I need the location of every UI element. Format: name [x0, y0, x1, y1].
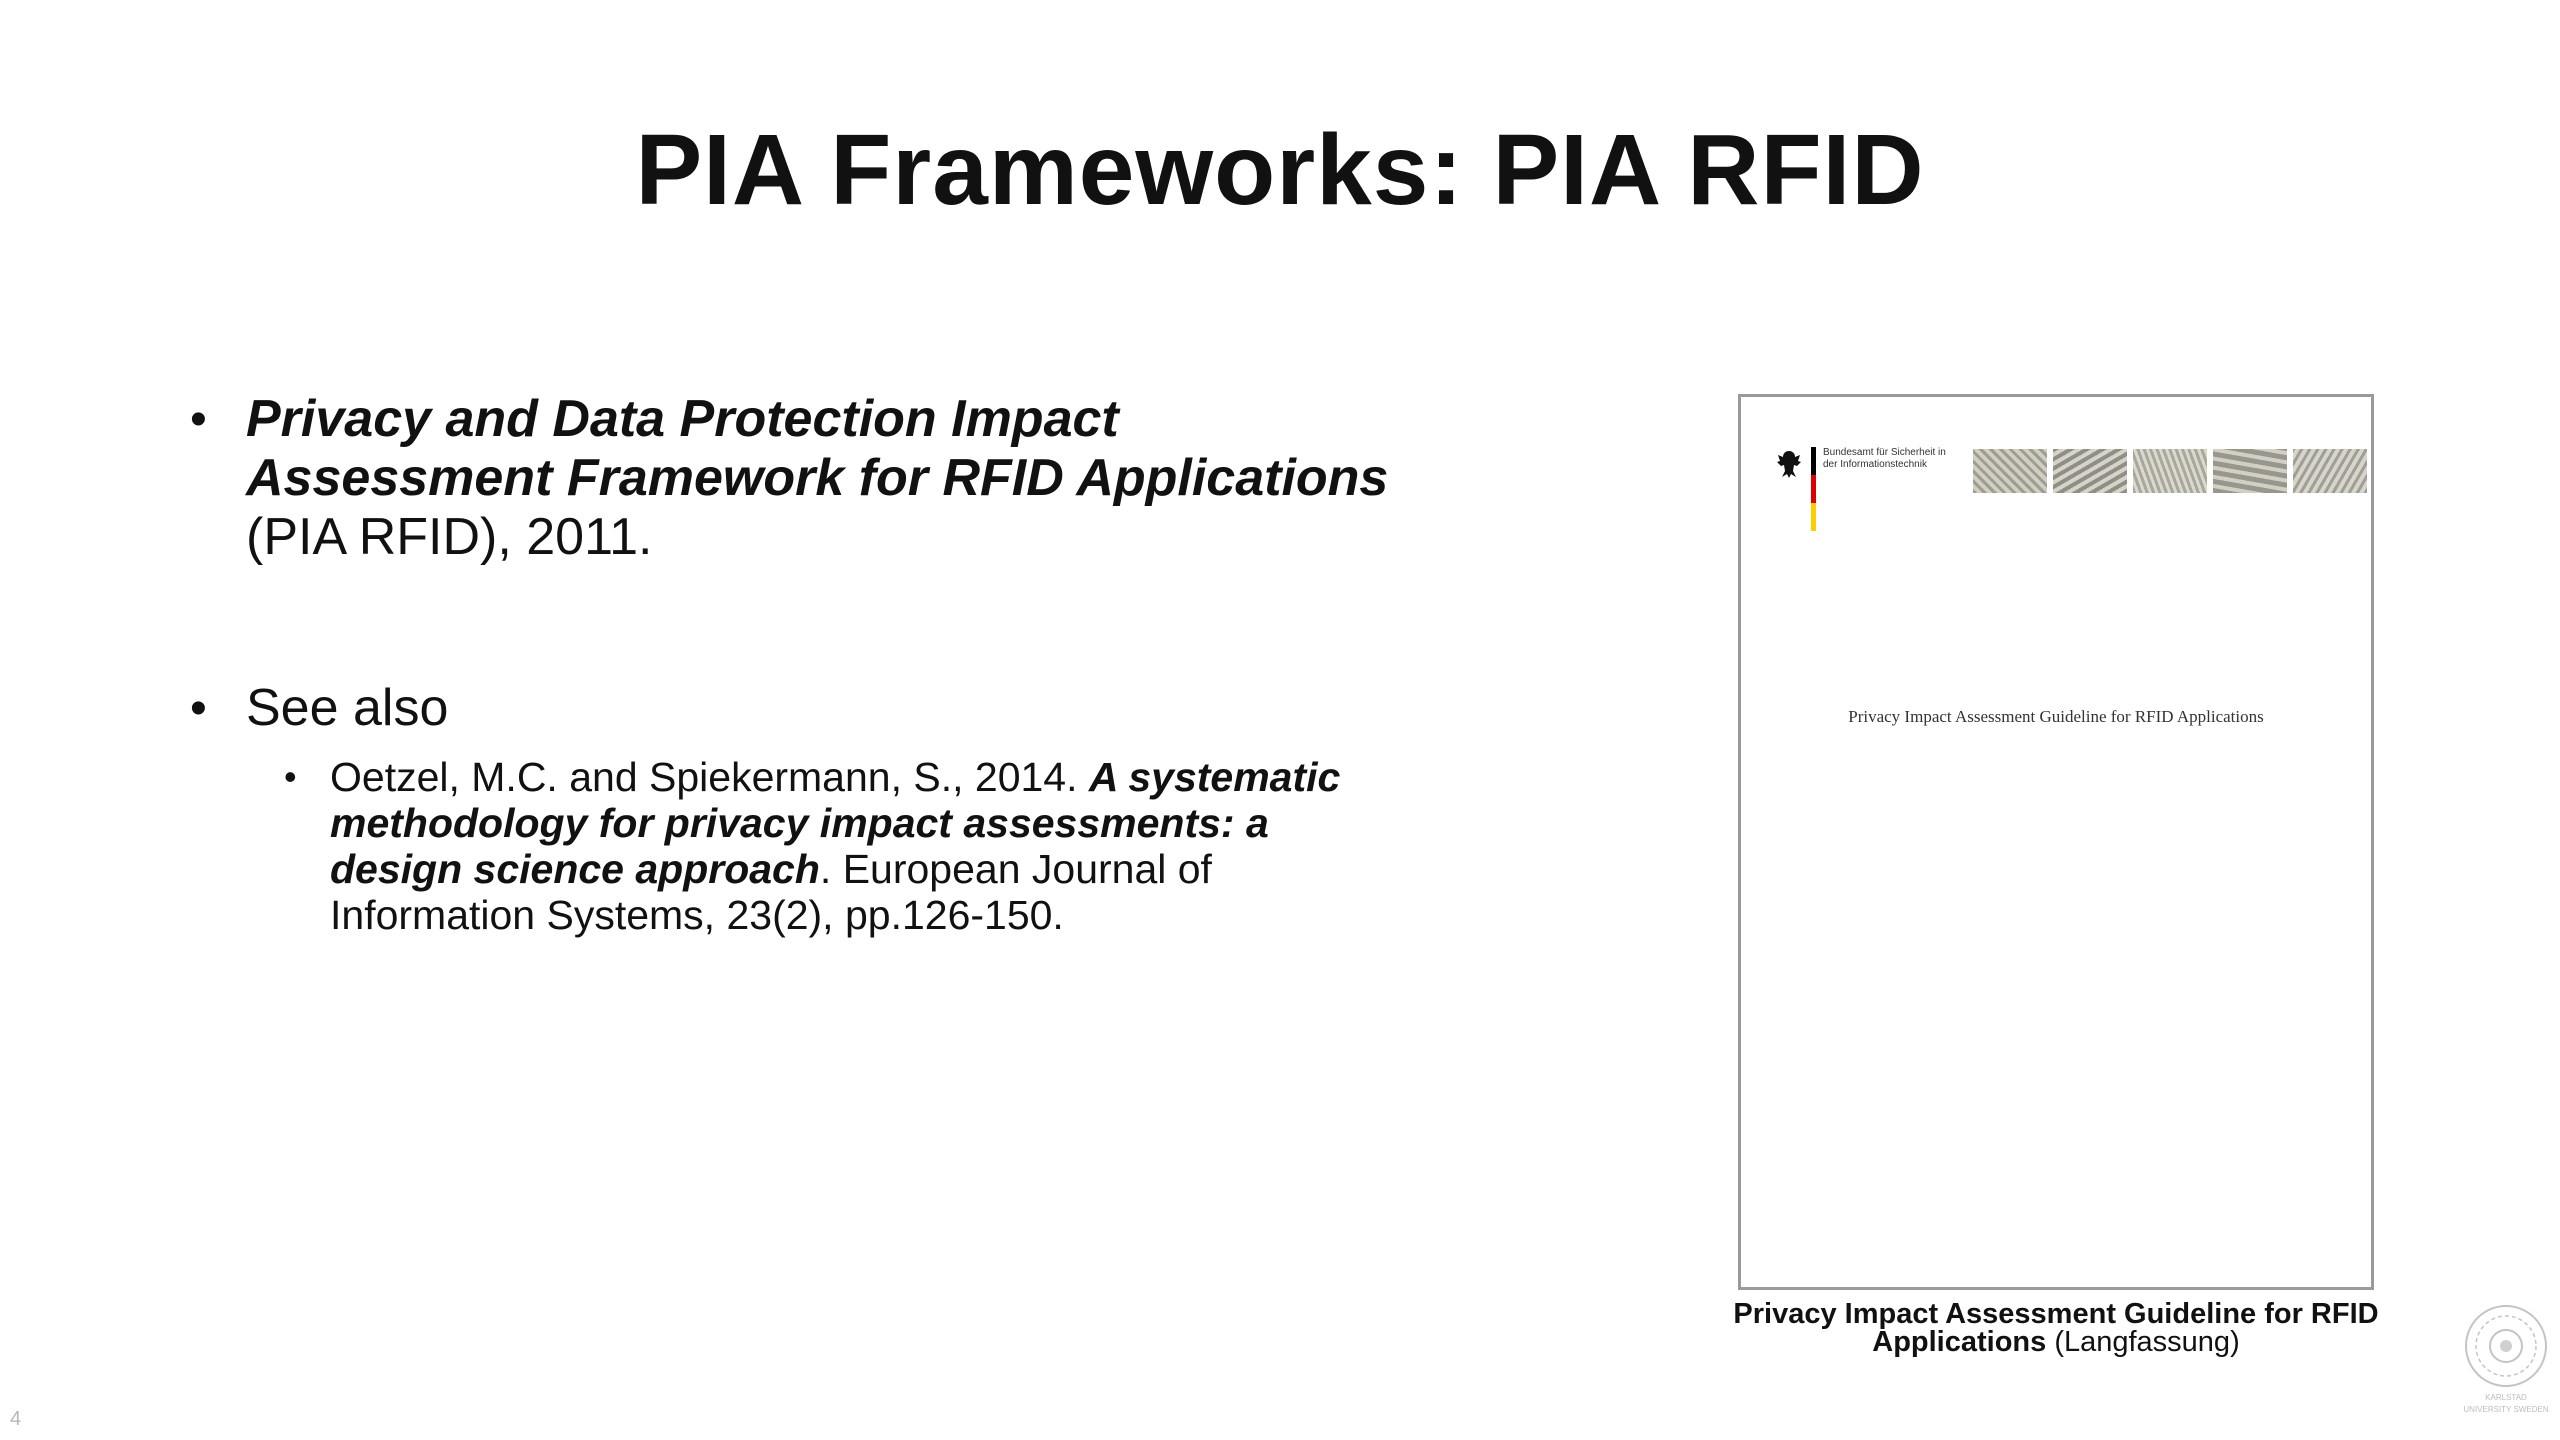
pia-rfid-title: Privacy and Data Protection Impact Assessment Framework for RFID Applications — [246, 390, 1389, 507]
header-photo — [2133, 449, 2207, 493]
sub-bullet-list — [190, 754, 1390, 938]
bullet-list — [190, 390, 1390, 938]
reference-journal: . European Journal of Information Systems, 23(2), pp.126-150. — [330, 846, 1212, 938]
federal-eagle-icon — [1775, 449, 1803, 479]
header-photo — [1973, 449, 2047, 493]
flag-stripe-red — [1811, 475, 1816, 503]
caption-title: Privacy Impact Assessment Guideline for RFID Applications — [1733, 1298, 2379, 1358]
document-inner-title: Privacy Impact Assessment Guideline for RFID Applications — [1848, 707, 2264, 726]
document-preview — [1738, 394, 2374, 1290]
pia-rfid-rest: (PIA RFID), 2011. — [246, 508, 653, 566]
page-number: 4 — [10, 1408, 22, 1430]
header-photo — [2293, 449, 2367, 493]
photo-strip — [1973, 449, 2367, 493]
bullet-dot: • — [190, 393, 207, 446]
agency-name: Bundesamt für Sicherheit in der Informationstechnik — [1823, 447, 1946, 470]
reference-title: A systematic methodology for privacy impact assessments: a design science approach — [330, 754, 1341, 892]
header-photo — [2213, 449, 2287, 493]
flag-stripe-gold — [1811, 503, 1816, 531]
sub-bullet-dot: • — [284, 756, 297, 797]
header-photo — [2053, 449, 2127, 493]
bullet-dot: • — [190, 682, 207, 735]
document-caption — [1700, 1300, 2412, 1356]
caption-note: (Langfassung) — [2046, 1326, 2240, 1358]
university-logo — [2462, 1302, 2550, 1432]
sun-emblem-icon — [2462, 1302, 2550, 1390]
reference-authors: Oetzel, M.C. and Spiekermann, S., 2014. — [330, 754, 1089, 800]
flag-stripe-black — [1811, 447, 1816, 475]
see-also-label: See also — [246, 679, 449, 737]
bullet-see-also — [190, 679, 1390, 738]
bullet-pia-rfid — [190, 390, 1390, 567]
german-flag-bar — [1811, 447, 1816, 531]
sub-bullet-reference — [284, 754, 1390, 938]
university-name: KARLSTAD UNIVERSITY SWEDEN — [2463, 1393, 2549, 1414]
document-header — [1775, 447, 2365, 537]
slide-title: PIA Frameworks: PIA RFID — [635, 114, 1925, 226]
